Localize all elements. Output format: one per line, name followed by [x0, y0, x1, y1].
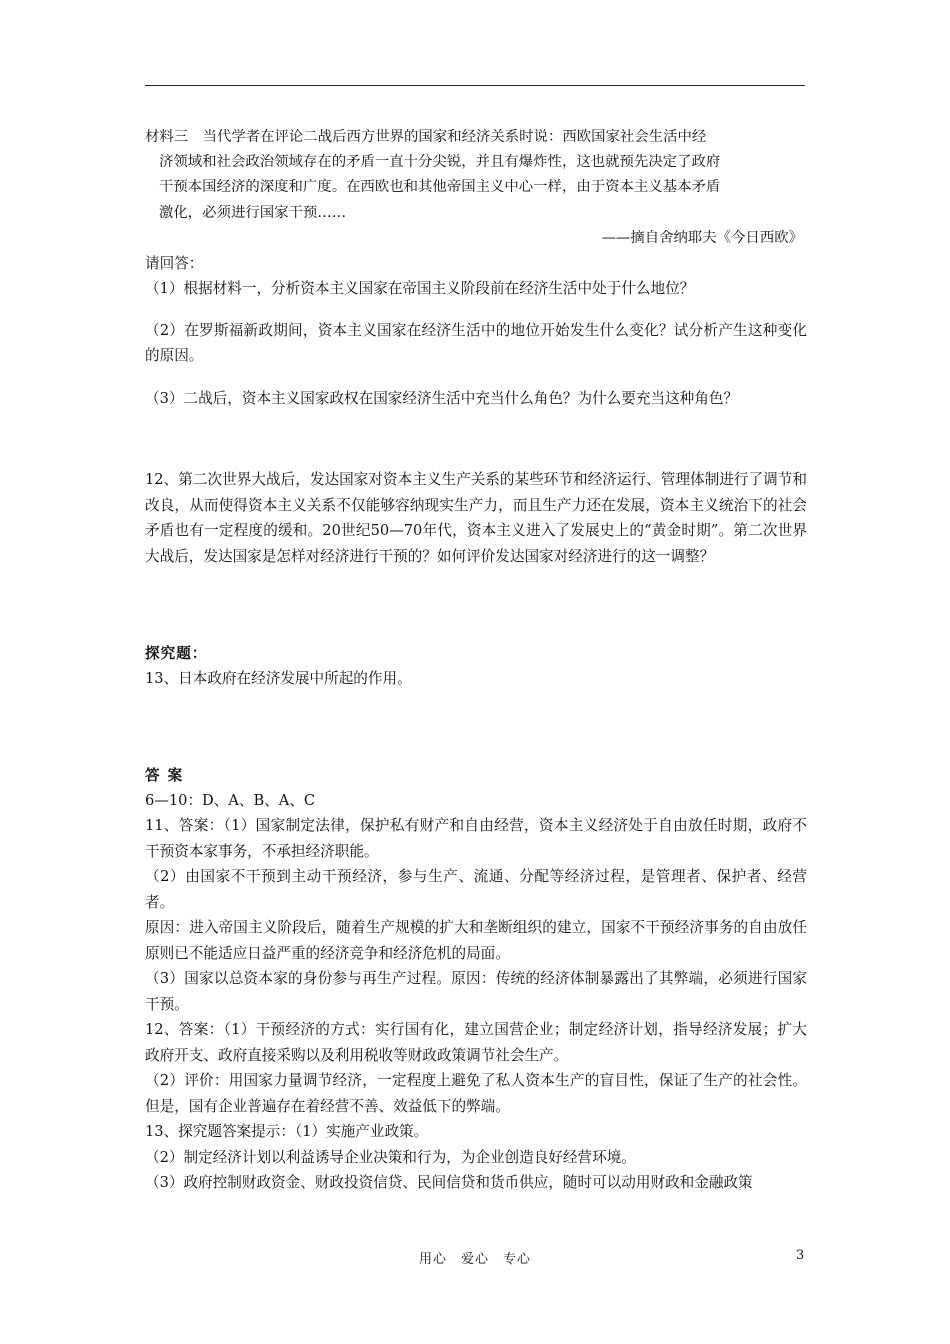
footer-motto: 用心 爱心 专心	[418, 1252, 531, 1267]
material-three-line-3: 干预本国经济的深度和广度。在西欧也和其他帝国主义中心一样，由于资本主义基本矛盾	[159, 179, 721, 196]
answer-line: （2）评价：用国家力量调节经济，一定程度上避免了私人资本生产的盲目性，保证了生产的社会性。但是，国有企业普遍存在着经营不善、效益低下的弊端。	[145, 1072, 807, 1115]
answer-line: 11、答案：（1）国家制定法律，保护私有财产和自由经营，资本主义经济处于自由放任时期，政府不干预资本家事务，不承担经济职能。	[145, 817, 807, 860]
answer-line: 6—10：D、A、B、A、C	[145, 791, 316, 809]
question-3: （3）二战后，资本主义国家政权在国家经济生活中充当什么角色？为什么要充当这种角色？	[145, 389, 739, 407]
header-rule	[145, 85, 805, 86]
page-number: 3	[796, 1248, 805, 1263]
material-source: ——摘自舍纳耶夫《今日西欧》	[601, 229, 803, 246]
material-three-line-2: 济领域和社会政治领域存在的矛盾一直十分尖锐，并且有爆炸性，这也就预先决定了政府	[159, 154, 721, 171]
question-2: （2）在罗斯福新政期间，资本主义国家在经济生活中的地位开始发生什么变化？试分析产生这种变化的原因。	[145, 321, 807, 365]
answer-line: 原因：进入帝国主义阶段后，随着生产规模的扩大和垄断组织的建立，国家不干预经济事务的自由放任原则已不能适应日益严重的经济竞争和经济危机的局面。	[145, 919, 807, 962]
explore-heading: 探究题：	[145, 645, 208, 663]
answers-heading: 答案	[145, 766, 191, 784]
answer-prompt: 请回答：	[145, 254, 204, 272]
question-1: （1）根据材料一，分析资本主义国家在帝国主义阶段前在经济生活中处于什么地位？	[145, 280, 695, 298]
question-13: 13、日本政府在经济发展中所起的作用。	[145, 670, 412, 688]
material-three-line-1: 材料三 当代学者在评论二战后西方世界的国家和经济关系时说：西欧国家社会生活中经	[145, 129, 707, 145]
answer-line: 13、探究题答案提示：（1）实施产业政策。	[145, 1123, 429, 1141]
answer-line: （2）制定经济计划以利益诱导企业决策和行为，为企业创造良好经营环境。	[145, 1148, 636, 1166]
answer-line: （2）由国家不干预到主动干预经济，参与生产、流通、分配等经济过程，是管理者、保护者、经营者。	[145, 868, 807, 911]
answer-line: （3）政府控制财政资金、财政投资信贷、民间信贷和货币供应，随时可以动用财政和金融政策	[145, 1174, 753, 1192]
page-content	[145, 125, 807, 1196]
question-12: 12、第二次世界大战后，发达国家对资本主义生产关系的某些环节和经济运行、管理体制进行了调节和改良，从而使得资本主义关系不仅能够容纳现实生产力，而且生产力还在发展，资本主义统治下的社会矛盾也有一定程度的缓和。20世纪50—70年代，资本主义进入了发展史上的“黄金时期”。第二次世界大战后，发达国家是怎样对经济进行干预的？如何评价发达国家对经济进行的这一调整？	[145, 471, 807, 565]
material-three-line-4: 激化，必须进行国家干预……	[159, 204, 347, 221]
material-three	[145, 125, 807, 226]
answer-line: （3）国家以总资本家的身份参与再生产过程。原因：传统的经济体制暴露出了其弊端，必须进行国家干预。	[145, 970, 807, 1013]
answer-line: 12、答案：（1）干预经济的方式：实行国有化，建立国营企业；制定经济计划，指导经济发展；扩大政府开支、政府直接采购以及利用税收等财政政策调节社会生产。	[145, 1021, 807, 1064]
